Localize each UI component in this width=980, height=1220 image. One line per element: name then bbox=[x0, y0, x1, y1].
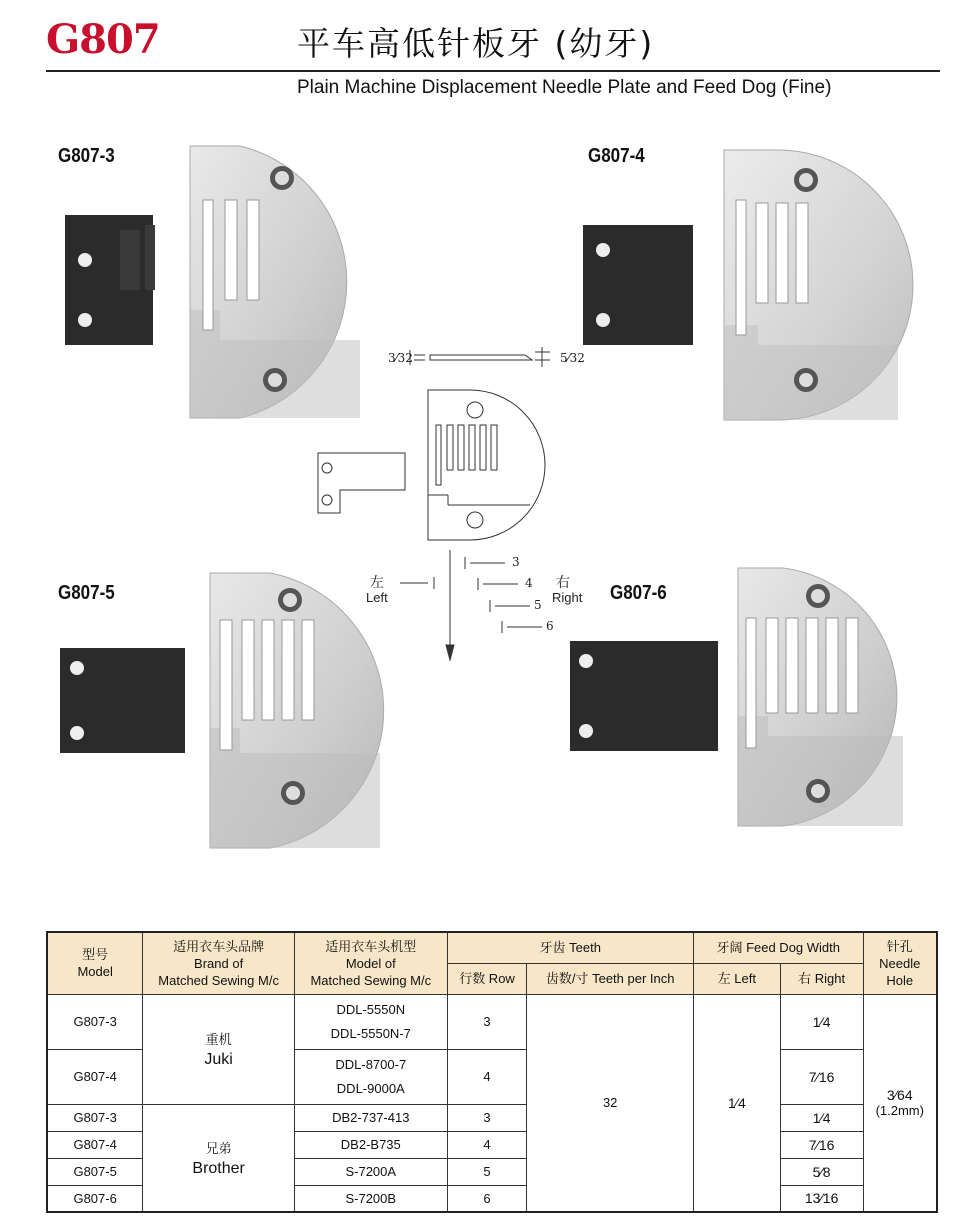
cell-model: G807-4 bbox=[47, 1131, 143, 1158]
feed-dog-g807-6 bbox=[570, 641, 718, 751]
cell-right-width: 7⁄16 bbox=[780, 1131, 863, 1158]
diagram-left-cn: 左 bbox=[370, 575, 384, 591]
header-divider bbox=[46, 70, 940, 72]
cell-model: G807-4 bbox=[47, 1049, 143, 1104]
table-row bbox=[47, 994, 937, 1049]
product-label-g807-4: G807-4 bbox=[588, 145, 645, 167]
col-header-hole: 针孔 Needle Hole bbox=[863, 932, 937, 994]
product-image-g807-6 bbox=[568, 566, 918, 831]
cell-needle-hole: 3⁄64 (1.2mm) bbox=[863, 994, 937, 1212]
dim-right-thickness: 5⁄32 bbox=[560, 351, 585, 365]
cell-machine: S-7200A bbox=[294, 1158, 447, 1185]
col-header-width: 牙阔 Feed Dog Width bbox=[693, 932, 863, 963]
feed-dog-g807-4 bbox=[583, 225, 693, 345]
product-label-g807-5: G807-5 bbox=[58, 582, 115, 604]
cell-brand-brother: 兄弟 Brother bbox=[143, 1104, 295, 1212]
cell-row: 5 bbox=[447, 1158, 527, 1185]
product-label-g807-6: G807-6 bbox=[610, 582, 667, 604]
diagram-pos-3: 3 bbox=[512, 555, 520, 569]
cell-left-width: 1⁄4 bbox=[693, 994, 780, 1212]
diagram-right-en: Right bbox=[552, 590, 583, 605]
cell-model: G807-5 bbox=[47, 1158, 143, 1185]
cell-right-width: 5⁄8 bbox=[780, 1158, 863, 1185]
col-header-tpi: 齿数/寸 Teeth per Inch bbox=[527, 963, 694, 994]
diagram-pos-5: 5 bbox=[534, 598, 542, 612]
cell-machines: DDL-8700-7 DDL-9000A bbox=[294, 1049, 447, 1104]
diagram-pos-6: 6 bbox=[546, 619, 554, 633]
page-title-en: Plain Machine Displacement Needle Plate and Feed Dog (Fine) bbox=[297, 77, 832, 98]
cell-machine: DB2-737-413 bbox=[294, 1104, 447, 1131]
cell-row: 3 bbox=[447, 1104, 527, 1131]
col-header-brand: 适用衣车头品牌 Brand of Matched Sewing M/c bbox=[143, 932, 295, 994]
col-header-right: 右 Right bbox=[780, 963, 863, 994]
table-row bbox=[47, 1104, 937, 1131]
col-header-row: 行数 Row bbox=[447, 963, 527, 994]
product-image-g807-4 bbox=[578, 145, 918, 425]
page-title-cn: 平车高低针板牙 (幼牙) bbox=[297, 24, 655, 63]
cell-row: 4 bbox=[447, 1131, 527, 1158]
diagram-right-cn: 右 bbox=[556, 575, 570, 591]
col-header-model: 型号 Model bbox=[47, 932, 143, 994]
dim-left-thickness: 3⁄32 bbox=[388, 351, 413, 365]
cell-right-width: 13⁄16 bbox=[780, 1185, 863, 1212]
col-header-left: 左 Left bbox=[693, 963, 780, 994]
cell-model: G807-3 bbox=[47, 1104, 143, 1131]
spec-table bbox=[46, 931, 938, 1213]
cell-brand-juki: 重机 Juki bbox=[143, 994, 295, 1104]
cell-right-width: 1⁄4 bbox=[780, 1104, 863, 1131]
cell-right-width: 7⁄16 bbox=[780, 1049, 863, 1104]
diagram-pos-4: 4 bbox=[525, 576, 533, 590]
cell-row: 4 bbox=[447, 1049, 527, 1104]
diagram-left-en: Left bbox=[366, 590, 388, 605]
product-label-g807-3: G807-3 bbox=[58, 145, 115, 167]
technical-diagram bbox=[310, 345, 583, 665]
cell-machine: DB2-B735 bbox=[294, 1131, 447, 1158]
cell-tpi: 32 bbox=[527, 994, 694, 1212]
cell-machine: S-7200B bbox=[294, 1185, 447, 1212]
cell-row: 6 bbox=[447, 1185, 527, 1212]
cell-model: G807-6 bbox=[47, 1185, 143, 1212]
col-header-machine: 适用衣车头机型 Model of Matched Sewing M/c bbox=[294, 932, 447, 994]
cell-model: G807-3 bbox=[47, 994, 143, 1049]
col-header-teeth: 牙齿 Teeth bbox=[447, 932, 693, 963]
catalog-code: G807 bbox=[46, 16, 160, 63]
cell-right-width: 1⁄4 bbox=[780, 994, 863, 1049]
cell-machines: DDL-5550N DDL-5550N-7 bbox=[294, 994, 447, 1049]
cell-row: 3 bbox=[447, 994, 527, 1049]
